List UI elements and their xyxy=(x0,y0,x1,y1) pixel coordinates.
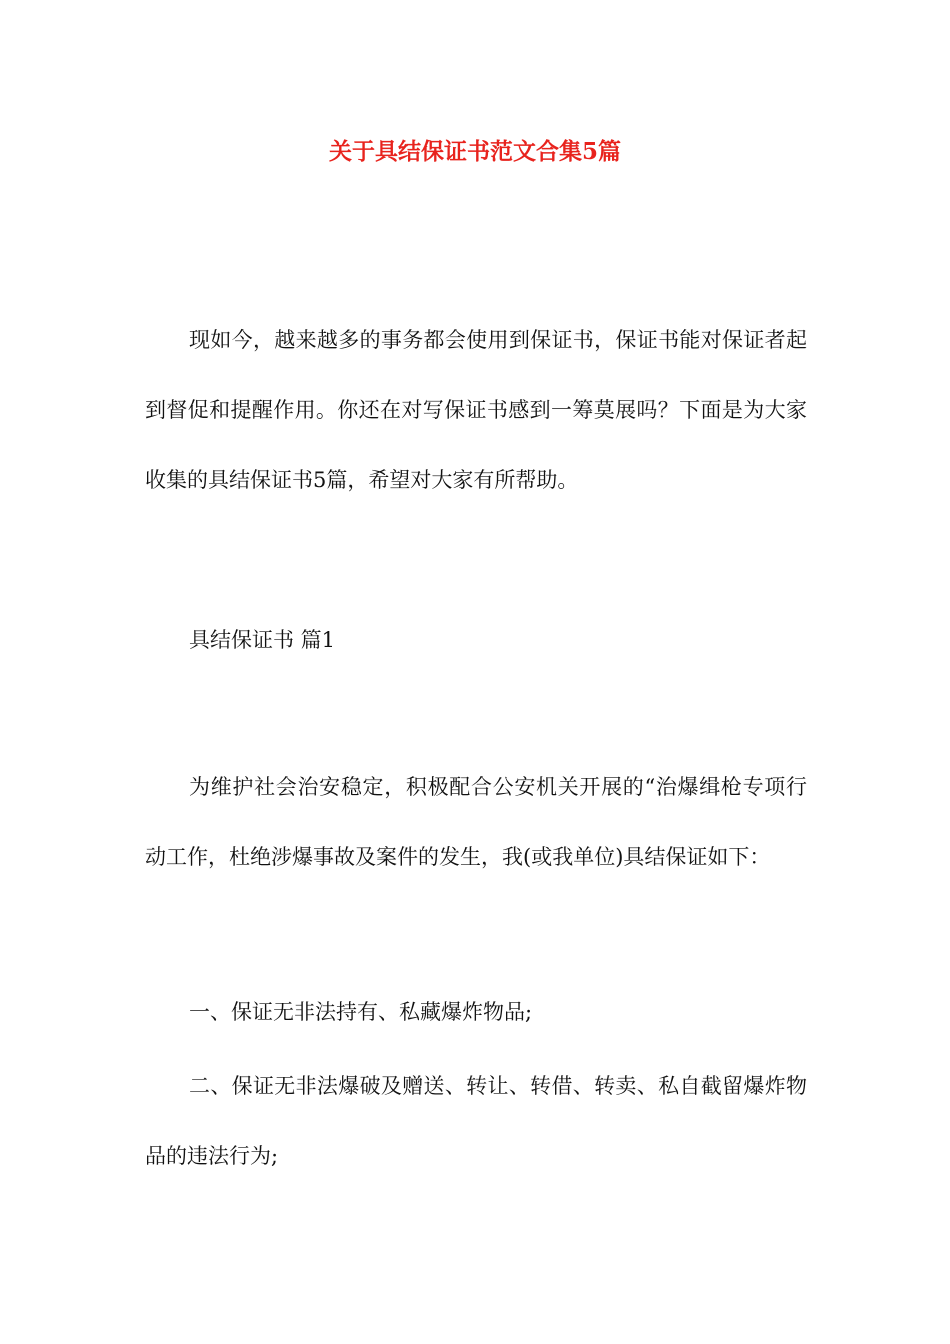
section-heading: 具结保证书 篇1 xyxy=(189,628,336,652)
document-title: 关于具结保证书范文合集5篇 xyxy=(328,138,621,165)
body-paragraph-3: 二、保证无非法爆破及赠送、转让、转借、转卖、私自截留爆炸物品的违法行为; xyxy=(145,1074,807,1168)
body-paragraph-1: 为维护社会治安稳定，积极配合公安机关开展的“治爆缉枪专项行动工作，杜绝涉爆事故及案件的发生，我(或我单位)具结保证如下： xyxy=(145,775,807,869)
intro-paragraph: 现如今，越来越多的事务都会使用到保证书，保证书能对保证者起到督促和提醒作用。你还在对写保证书感到一筹莫展吗？下面是为大家收集的具结保证书5篇，希望对大家有所帮助。 xyxy=(145,328,807,492)
body-paragraph-2: 一、保证无非法持有、私藏爆炸物品; xyxy=(189,1000,533,1024)
